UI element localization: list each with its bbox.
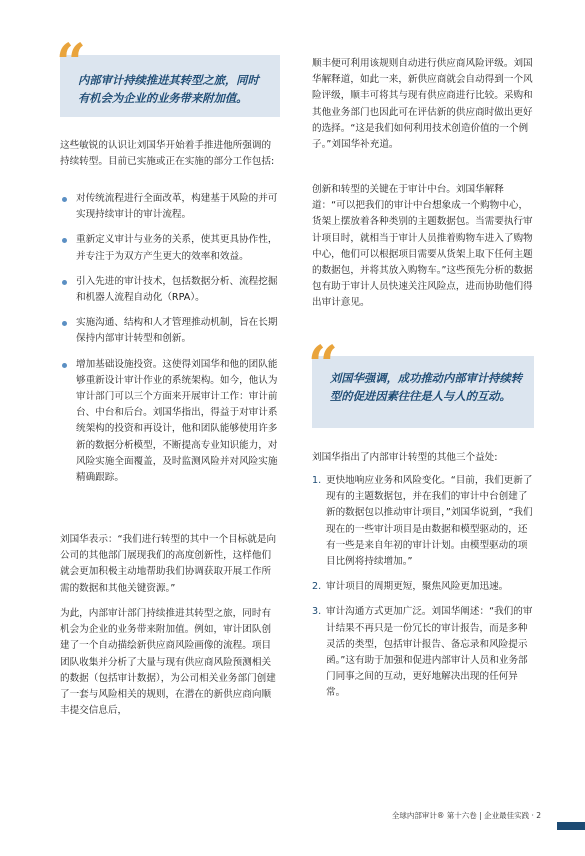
list-item	[312, 579, 536, 595]
quote-mark-icon: “	[56, 33, 86, 94]
initiatives-list	[60, 191, 280, 495]
list-item-text: 审计沟通方式更加广泛。刘国华阐述：“我们的审计结果不再只是一份冗长的审计报告，而是多种灵活的类型，包括审计报告、备忘录和风险提示函。”这有助于加强和促进内部审计人员和业务部门同事之间的互动，更好地解决出现的任何异常。	[326, 606, 533, 699]
list-item: 增加基础设施投资。这使得刘国华和他的团队能够重新设计审计作业的系统架构。如今，他认为审计部门可以三个方面来开展审计工作：审计前台、中台和后台。刘国华指出，得益于对审计系统架构的投资和再设计，他和团队能够使用许多新的数据分析模型，不断提高专业知识能力，对风险实施全面覆盖，及时监测风险并对风险实施精确跟踪。	[60, 357, 280, 487]
pull-quote-2: 刘国华强调，成功推动内部审计持续转型的促进因素往往是人与人的互动。	[330, 372, 523, 403]
benefits-list	[312, 473, 536, 711]
right-paragraph-1: 顺丰便可利用该规则自动进行供应商风险评级。刘国华解释道，如此一来，新供应商就会自动得到一个风险评级，顺丰可将其与现有供应商进行比较。采购和其他业务部门也因此可在评估新的供应商时做出更好的选择。“这是我们如何利用技术创造价值的一个例子。”刘国华补充道。	[312, 58, 533, 151]
list-number: 3.	[312, 606, 322, 618]
list-item: 对传统流程进行全面改革，构建基于风险的并可实现持续审计的审计流程。	[60, 191, 280, 223]
right-paragraph-2: 创新和转型的关键在于审计中台。刘国华解释道：“可以把我们的审计中台想象成一个购物中心，货架上摆放着各种类别的主题数据包。当需要执行审计项目时，就相当于审计人员推着购物车进入了购物中心，他们可以根据项目需要从货架上取下任何主题的数据包，并将其放入购物车。”这些预先分析的数据包有助于审计人员快速关注风险点，进而协助他们得出审计意见。	[312, 184, 533, 309]
page-footer: 全球内部审计® 第十六卷 | 企业最佳实践 · 2	[391, 811, 541, 820]
left-intro-paragraph: 这些敏锐的认识让刘国华开始着手推进他所强调的持续转型。目前已实施或正在实施的部分工作包括:	[60, 140, 275, 168]
list-item	[312, 604, 536, 701]
list-item	[312, 473, 536, 570]
list-item-text: 更快地响应业务和风险变化。“目前，我们更新了现有的主题数据包，并在我们的审计中台创建了新的数据包以推动审计项目，”刘国华说到，“我们现在的一些审计项目是由数据和模型驱动的，还有一些是来自年初的审计计划。由模型驱动的项目比例将持续增加。”	[326, 475, 533, 568]
quote-mark-icon: “	[308, 335, 338, 396]
list-number: 2.	[312, 581, 322, 593]
left-paragraph-3: 为此，内部审计部门持续推进其转型之旅，同时有机会为企业的业务带来附加值。例如，审计团队创建了一个自动描绘新供应商风险画像的流程。项目团队收集并分析了大量与现有供应商风险预测相关的数据（包括审计数据），为公司相关业务部门创建了一套与风险相关的规则，在潜在的新供应商向顺丰提交信息后，	[60, 608, 276, 717]
list-number: 1.	[312, 475, 322, 486]
right-paragraph-3: 刘国华指出了内部审计转型的其他三个益处:	[312, 452, 498, 463]
footer-accent-bar	[557, 822, 585, 830]
list-item: 重新定义审计与业务的关系，使其更具协作性，并专注于为双方产生更大的效率和效益。	[60, 232, 280, 264]
list-item: 引入先进的审计技术，包括数据分析、流程挖掘和机器人流程自动化（RPA）。	[60, 274, 280, 306]
left-paragraph-2: 刘国华表示：“我们进行转型的其中一个目标就是向公司的其他部门展现我们的高度创新性，这样他们就会更加积极主动地帮助我们协调获取开展工作所需的数据和其他关键资源。”	[60, 534, 277, 594]
list-item-text: 审计项目的周期更短，聚焦风险更加迅速。	[326, 581, 509, 593]
list-item: 实施沟通、结构和人才管理推动机制，旨在长期保持内部审计转型和创新。	[60, 315, 280, 347]
pull-quote-1: 内部审计持续推进其转型之旅，同时有机会为企业的业务带来附加值。	[78, 74, 259, 105]
